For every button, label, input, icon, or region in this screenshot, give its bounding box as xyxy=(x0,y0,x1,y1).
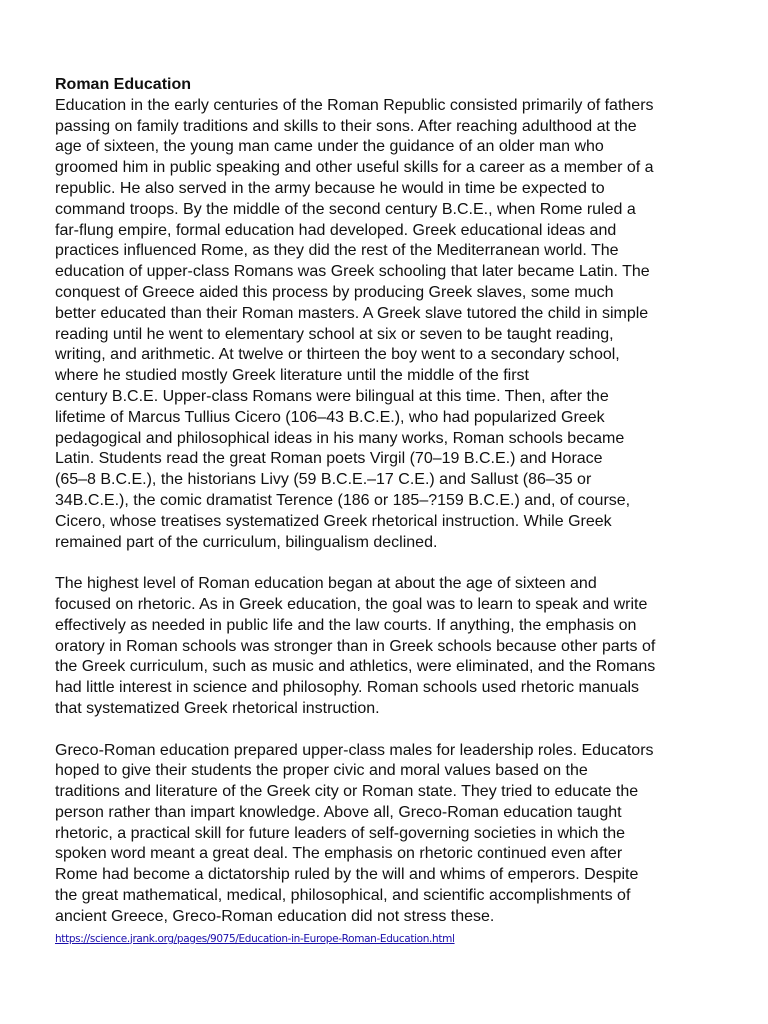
paragraph-1: Education in the early centuries of the Roman Republic consisted primarily of fathers passing on family traditions and skills to their sons. After reaching adulthood at the age of sixteen, the young man came under the guidance of an older man who groomed him in public speaking and other useful skills for a career as a member of a republic. He also served in the army because he would in time be expected to command troops. By the middle of the second century B.C.E., when Rome ruled a far-flung empire, formal education had developed. Greek educational ideas and practices influenced Rome, as they did the rest of the Mediterranean world. The education of upper-class Romans was Greek schooling that later became Latin. The conquest of Greece aided this process by producing Greek slaves, some much better educated than their Roman masters. A Greek slave tutored the child in simple reading until he went to elementary school at six or seven to be taught reading, writing, and arithmetic. At twelve or thirteen the boy went to a secondary school, where he studied mostly Greek literature until the middle of the first century B.C.E. Upper-class Romans were bilingual at this time. Then, after the lifetime of Marcus Tullius Cicero (106–43 B.C.E.), who had popularized Greek pedagogical and philosophical ideas in his many works, Roman schools became Latin. Students read the great Roman poets Virgil (70–19 B.C.E.) and Horace (65–8 B.C.E.), the historians Livy (59 B.C.E.–17 C.E.) and Sallust (86–35 or 34B.C.E.), the comic dramatist Terence (186 or 185–?159 B.C.E.) and, of course, Cicero, whose treatises systematized Greek rhetorical instruction. While Greek remained part of the curriculum, bilingualism declined. xyxy=(55,96,654,551)
paragraph-gap xyxy=(55,720,720,741)
paragraph-gap xyxy=(55,553,720,574)
source-link[interactable]: https://science.jrank.org/pages/9075/Education-in-Europe-Roman-Education.html xyxy=(55,932,455,945)
document-title: Roman Education xyxy=(55,76,192,93)
paragraph-3: Greco-Roman education prepared upper-class males for leadership roles. Educators hoped to give their students the proper civic and moral values based on the traditions and literature of the Greek city or Roman state. They tried to educate the person rather than impart knowledge. Above all, Greco-Roman education taught rhetoric, a practical skill for future leaders of self-governing societies in which the spoken word meant a great deal. The emphasis on rhetoric continued even after Rome had become a dictatorship ruled by the will and whims of emperors. Despite the great mathematical, medical, philosophical, and scientific accomplishments of ancient Greece, Greco-Roman education did not stress these. xyxy=(55,741,654,925)
document-page xyxy=(55,75,720,948)
paragraph-2: The highest level of Roman education began at about the age of sixteen and focused on rhetoric. As in Greek education, the goal was to learn to speak and write effectively as needed in public life and the law courts. If anything, the emphasis on oratory in Roman schools was stronger than in Greek schools because other parts of the Greek curriculum, such as music and athletics, were eliminated, and the Romans had little interest in science and philosophy. Roman schools used rhetoric manuals that systematized Greek rhetorical instruction. xyxy=(55,575,656,717)
